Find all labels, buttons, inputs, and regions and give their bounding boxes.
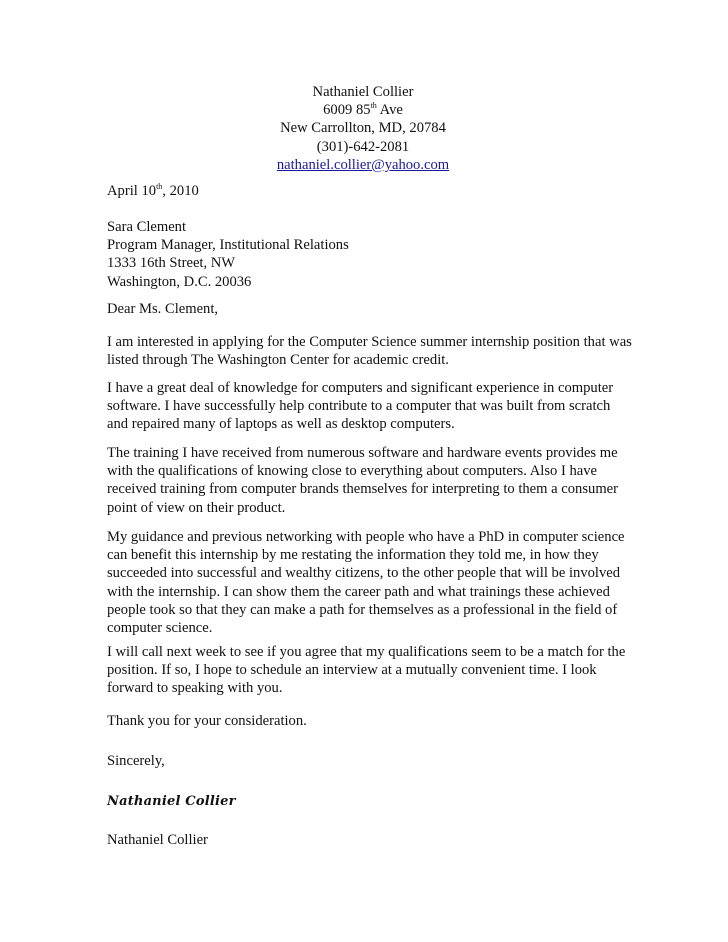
paragraph-line: succeeded into successful and wealthy citizens, to the other people that will be involved: [107, 565, 621, 582]
paragraph-line: received training from computer brands themselves for interpreting to them a consumer: [107, 481, 619, 498]
recipient-city: Washington, D.C. 20036: [107, 273, 252, 290]
paragraph-3: [107, 444, 647, 517]
paragraph-line: The training I have received from numerous software and hardware events provides me: [107, 445, 618, 461]
paragraph-line: I have a great deal of knowledge for computers and significant experience in computer: [107, 380, 614, 396]
paragraph-line: I am interested in applying for the Computer Science summer internship position that was: [107, 334, 632, 350]
paragraph-4: [107, 528, 647, 637]
paragraph-1: [107, 333, 647, 369]
closing: Sincerely,: [107, 753, 165, 769]
paragraph-line: My guidance and previous networking with people who have a PhD in computer science: [107, 529, 625, 545]
paragraph-line: software. I have successfully help contribute to a computer that was built from scratch: [107, 398, 611, 415]
sender-city: New Carrollton, MD, 20784: [280, 120, 446, 137]
recipient-name: Sara Clement: [107, 219, 187, 235]
recipient-block: [107, 218, 647, 291]
signature: Nathaniel Collier: [107, 794, 236, 809]
paragraph-line: forward to speaking with you.: [107, 680, 283, 697]
paragraph-line: I will call next week to see if you agree that my qualifications seem to be a match for the: [107, 644, 626, 660]
sender-phone: (301)-642-2081: [316, 138, 410, 155]
paragraph-line: can benefit this internship by me restating the information they told me, in how they: [107, 547, 599, 564]
paragraph-line: listed through The Washington Center for academic credit.: [107, 352, 449, 369]
sender-street: 6009 85th Ave: [323, 101, 403, 119]
salutation: Dear Ms. Clement,: [107, 301, 219, 317]
paragraph-5: [107, 643, 647, 698]
paragraph-line: and repaired many of laptops as well as desktop computers.: [107, 416, 455, 433]
paragraph-line: point of view on their product.: [107, 499, 286, 516]
recipient-street: 1333 16th Street, NW: [107, 255, 236, 272]
paragraph-line: computer science.: [107, 620, 213, 637]
recipient-title: Program Manager, Institutional Relations: [107, 237, 349, 254]
paragraph-line: with the qualifications of knowing close to everything about computers. Also I have: [107, 463, 598, 480]
letter-date: April 10th, 2010: [107, 182, 199, 199]
sender-email-link[interactable]: nathaniel.collier@yahoo.com: [276, 156, 450, 173]
sender-header: [220, 83, 506, 174]
paragraph-line: with the internship. I can show them the career path and what trainings these achieved: [107, 583, 610, 600]
paragraph-line: position. If so, I hope to schedule an interview at a mutually convenient time. I look: [107, 662, 597, 679]
thanks-line: Thank you for your consideration.: [107, 713, 307, 729]
printed-name: Nathaniel Collier: [107, 832, 208, 848]
sender-name: Nathaniel Collier: [312, 84, 414, 100]
paragraph-2: [107, 379, 647, 434]
paragraph-line: people took so that they can make a path for themselves as a professional in the field of: [107, 601, 618, 618]
